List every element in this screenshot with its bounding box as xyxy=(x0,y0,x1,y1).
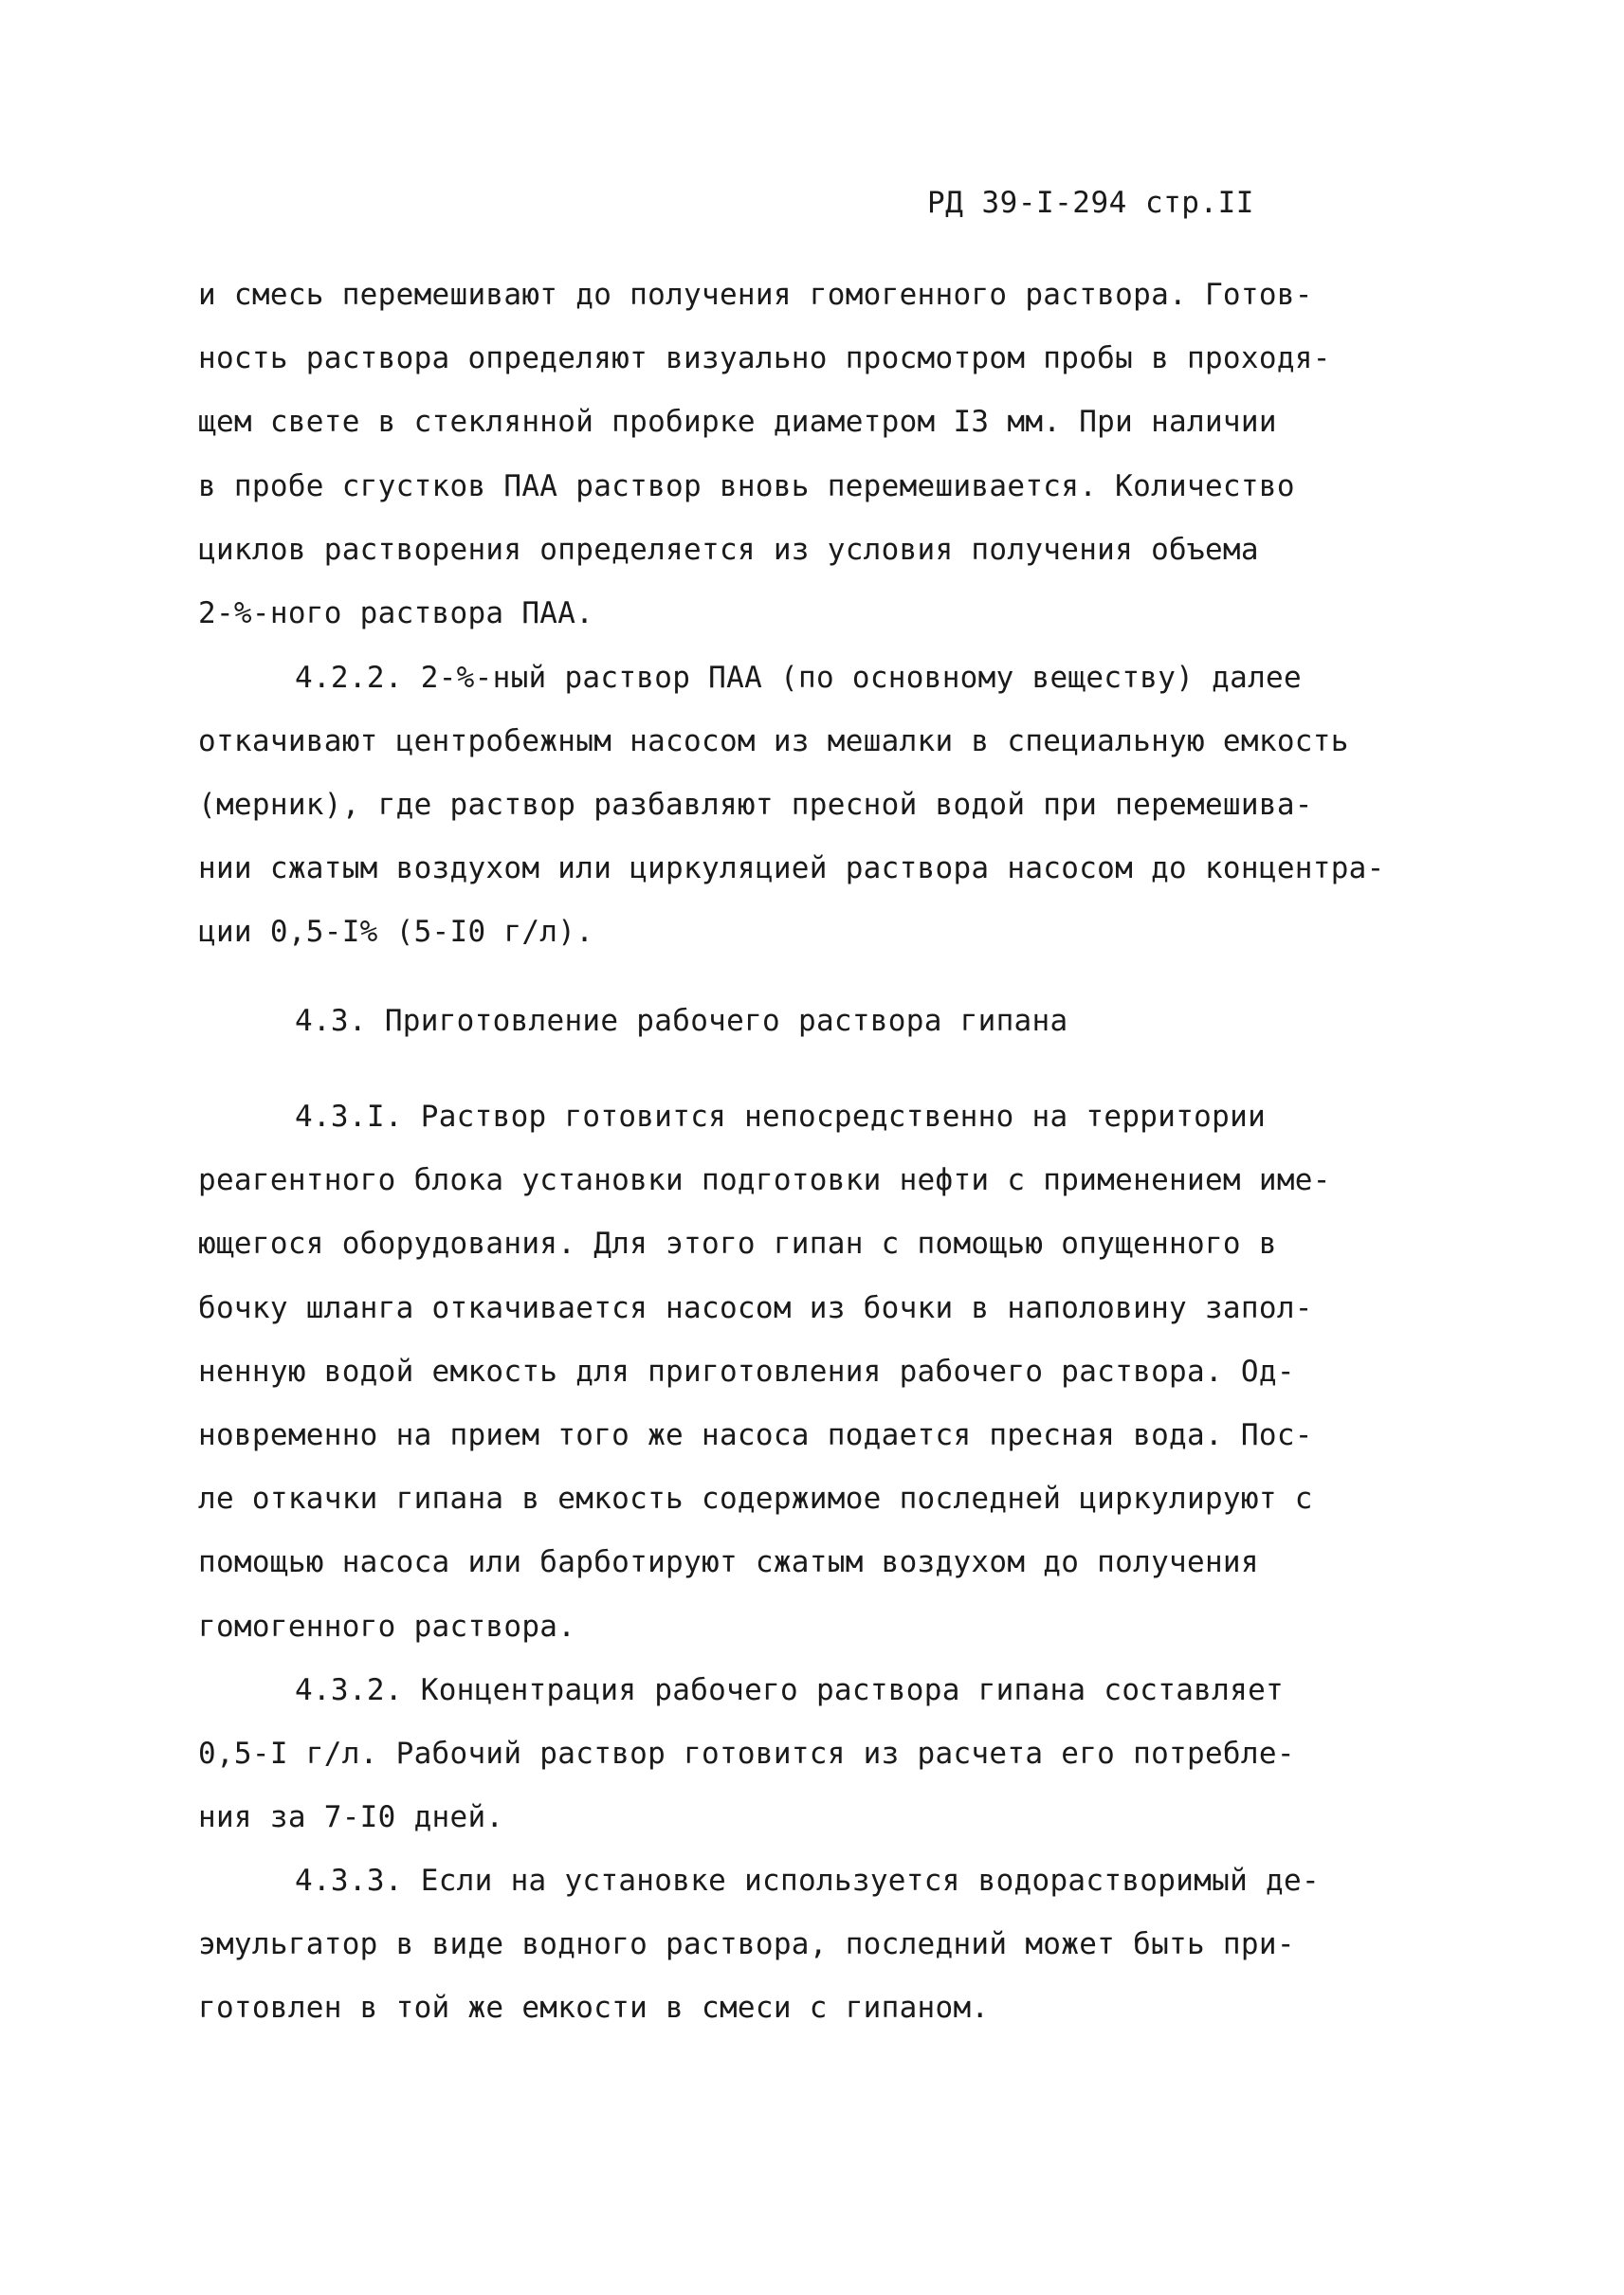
text-line: 0,5-I г/л. Рабочий раствор готовится из расчета его потребле- xyxy=(198,1737,1295,1771)
text-line: ния за 7-I0 дней. xyxy=(198,1800,504,1834)
page-header: РД 39-I-294 стр.II xyxy=(927,186,1254,220)
text-line: в пробе сгустков ПАА раствор вновь перемешивается. Количество xyxy=(198,469,1295,503)
text-line: реагентного блока установки подготовки нефти с применением име- xyxy=(198,1163,1331,1197)
text-line: 4.3.I. Раствор готовится непосредственно на территории xyxy=(295,1100,1267,1134)
text-line: ненную водой емкость для приготовления рабочего раствора. Од- xyxy=(198,1355,1295,1389)
text-line: 4.2.2. 2-%-ный раствор ПАА (по основному веществу) далее xyxy=(295,661,1302,695)
text-line: эмульгатор в виде водного раствора, последний может быть при- xyxy=(198,1927,1295,1961)
section-heading: 4.3. Приготовление рабочего раствора гипана xyxy=(295,1004,1068,1038)
text-line: гомогенного раствора. xyxy=(198,1610,576,1644)
text-line: откачивают центробежным насосом из мешалки в специальную емкость xyxy=(198,724,1349,758)
text-line: 4.3.3. Если на установке используется водорастворимый де- xyxy=(295,1864,1320,1898)
text-line: новременно на прием того же насоса подается пресная вода. Пос- xyxy=(198,1418,1313,1452)
text-line: 2-%-ного раствора ПАА. xyxy=(198,596,594,630)
text-line: ющегося оборудования. Для этого гипан с помощью опущенного в xyxy=(198,1227,1277,1261)
text-line: щем свете в стеклянной пробирке диаметром I3 мм. При наличии xyxy=(198,405,1277,439)
text-line: ции 0,5-I% (5-I0 г/л). xyxy=(198,915,594,949)
text-line: (мерник), где раствор разбавляют пресной водой при перемешива- xyxy=(198,788,1313,822)
text-line: и смесь перемешивают до получения гомогенного раствора. Готов- xyxy=(198,278,1313,312)
text-line: ность раствора определяют визуально просмотром пробы в проходя- xyxy=(198,341,1331,375)
text-line: 4.3.2. Концентрация рабочего раствора гипана составляет xyxy=(295,1673,1284,1707)
text-line: помощью насоса или барботируют сжатым воздухом до получения xyxy=(198,1545,1259,1579)
text-line: бочку шланга откачивается насосом из бочки в наполовину запол- xyxy=(198,1291,1313,1325)
text-line: циклов растворения определяется из условия получения объема xyxy=(198,533,1259,567)
text-line: готовлен в той же емкости в смеси с гипаном. xyxy=(198,1991,990,2025)
text-line: нии сжатым воздухом или циркуляцией раствора насосом до концентра- xyxy=(198,851,1385,885)
text-line: ле откачки гипана в емкость содержимое последней циркулируют с xyxy=(198,1482,1313,1516)
